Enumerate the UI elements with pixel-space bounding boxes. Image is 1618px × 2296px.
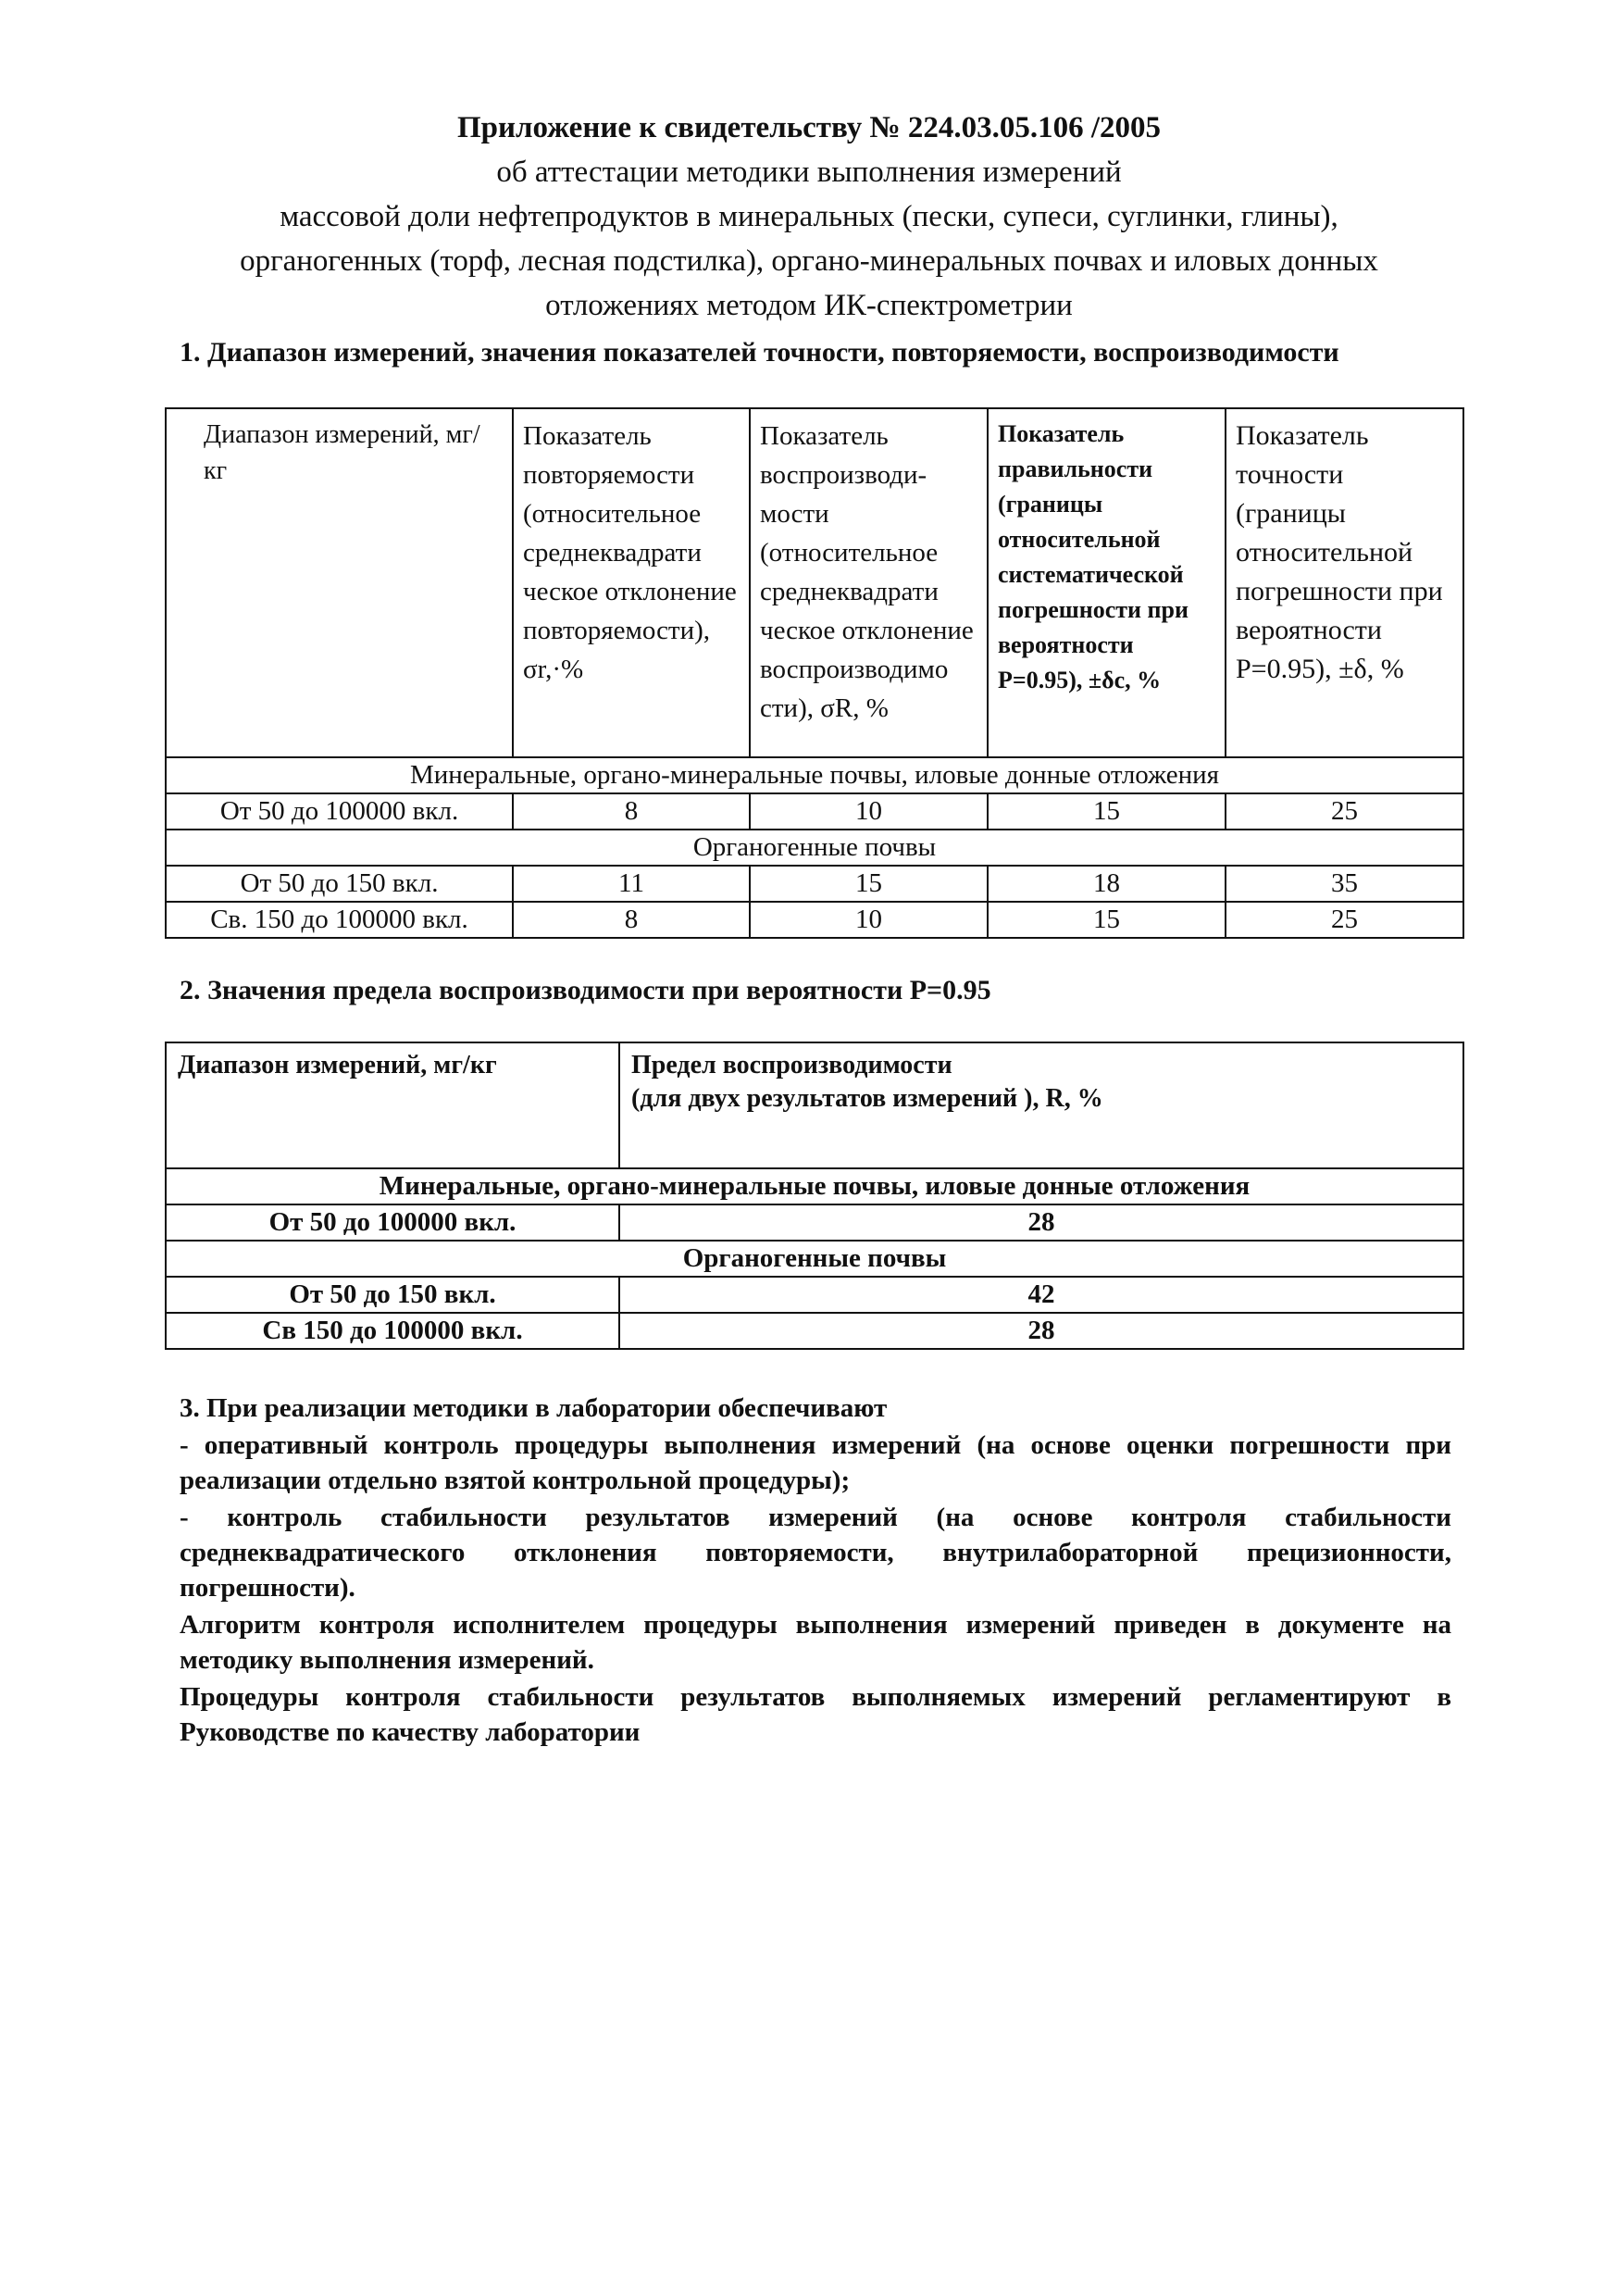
cell-repeatability: 8 <box>513 902 750 938</box>
reproducibility-limit-table <box>165 1042 1464 1350</box>
limit-header-line-2: (для двух результатов измерений ), R, % <box>631 1084 1103 1113</box>
limit-header-line-1: Предел воспроизводимости <box>631 1051 952 1079</box>
cell-range: От 50 до 100000 вкл. <box>166 793 513 830</box>
table-row <box>166 793 1463 830</box>
cell-trueness: 18 <box>988 866 1226 902</box>
cell-range: От 50 до 150 вкл. <box>166 1277 619 1313</box>
cell-repeatability: 11 <box>513 866 750 902</box>
column-header-accuracy-text: Показатель точности (границы относительной погрешности при вероятности P=0.95), ±δ, % <box>1236 420 1443 684</box>
section-3-paragraph-2: - контроль стабильности результатов измерений (на основе контроля стабильности среднеквадратического отклонения повторяемости, внутрилабораторной прецизионности, погрешности). <box>180 1503 1451 1603</box>
group-label-organogenic: Органогенные почвы <box>166 830 1463 866</box>
cell-range: От 50 до 150 вкл. <box>166 866 513 902</box>
cell-range: Св. 150 до 100000 вкл. <box>166 902 513 938</box>
group-label-mineral: Минеральные, органо-минеральные почвы, иловые донные отложения <box>166 1168 1463 1204</box>
cell-trueness: 15 <box>988 793 1226 830</box>
table-row <box>166 866 1463 902</box>
column-header-range <box>166 1042 619 1168</box>
header-line-5: отложениях методом ИК-спектрометрии <box>545 289 1073 322</box>
cell-range: От 50 до 100000 вкл. <box>166 1204 619 1241</box>
cell-limit: 28 <box>619 1204 1463 1241</box>
header-line-4: органогенных (торф, лесная подстилка), органо-минеральных почвах и иловых донных <box>240 244 1378 278</box>
table-row <box>166 1313 1463 1349</box>
column-header-range <box>166 408 513 757</box>
table-group-row <box>166 830 1463 866</box>
section-3-paragraph-1: - оперативный контроль процедуры выполнения измерений (на основе оценки погрешности при реализации отдельно взятой контрольной процедуры); <box>180 1430 1451 1495</box>
section-3-paragraph-4: Процедуры контроля стабильности результатов выполняемых измерений регламентируют в Руководстве по качеству лаборатории <box>180 1682 1451 1747</box>
table-header-row <box>166 1042 1463 1168</box>
cell-accuracy: 25 <box>1226 793 1463 830</box>
column-header-reproducibility-text: Показатель воспроизводи- мости (относительное среднеквадрати ческое отклонение воспроизводимо сти), σR, % <box>760 421 974 723</box>
column-header-repeatability-text: Показатель повторяемости (относительное среднеквадрати ческое отклонение повторяемости), σr,·% <box>523 421 737 684</box>
group-label-mineral: Минеральные, органо-минеральные почвы, иловые донные отложения <box>166 757 1463 793</box>
table-group-row <box>166 757 1463 793</box>
cell-repeatability: 8 <box>513 793 750 830</box>
cell-reproducibility: 15 <box>750 866 988 902</box>
cell-trueness: 15 <box>988 902 1226 938</box>
header-line-3: массовой доли нефтепродуктов в минеральных (пески, супеси, суглинки, глины), <box>280 200 1338 233</box>
cell-accuracy: 35 <box>1226 866 1463 902</box>
cell-range: Св 150 до 100000 вкл. <box>166 1313 619 1349</box>
column-header-range-text: Диапазон измерений, мг/кг <box>204 420 480 485</box>
cell-reproducibility: 10 <box>750 902 988 938</box>
column-header-repeatability <box>513 408 750 757</box>
section-3-title: 3. При реализации методики в лаборатории обеспечивают <box>180 1393 888 1423</box>
table-row <box>166 1277 1463 1313</box>
section-2-title: 2. Значения предела воспроизводимости при вероятности P=0.95 <box>180 975 991 1005</box>
column-header-limit-text <box>620 1043 1462 1121</box>
table-group-row <box>166 1241 1463 1277</box>
table-header-row <box>166 408 1463 757</box>
column-header-limit <box>619 1042 1463 1168</box>
cell-limit: 42 <box>619 1277 1463 1313</box>
section-3 <box>180 1391 1451 1752</box>
group-label-organogenic: Органогенные почвы <box>166 1241 1463 1277</box>
header-title: Приложение к свидетельству № 224.03.05.106 /2005 <box>456 111 1162 144</box>
cell-limit: 28 <box>619 1313 1463 1349</box>
cell-reproducibility: 10 <box>750 793 988 830</box>
column-header-range-text: Диапазон измерений, мг/кг <box>178 1051 497 1079</box>
table-row <box>166 1204 1463 1241</box>
column-header-reproducibility <box>750 408 988 757</box>
table-group-row <box>166 1168 1463 1204</box>
table-row <box>166 902 1463 938</box>
section-3-paragraph-3: Алгоритм контроля исполнителем процедуры выполнения измерений приведен в документе на методику выполнения измерений. <box>180 1610 1451 1675</box>
header-line-2: об аттестации методики выполнения измерений <box>496 156 1122 189</box>
section-1-title: 1. Диапазон измерений, значения показателей точности, повторяемости, воспроизводимости <box>180 337 1339 368</box>
cell-accuracy: 25 <box>1226 902 1463 938</box>
column-header-trueness <box>988 408 1226 757</box>
column-header-accuracy <box>1226 408 1463 757</box>
column-header-trueness-text: Показатель правильности (границы относительной систематической погрешности при вероятности P=0.95), ±δс, % <box>998 420 1189 693</box>
document-header <box>0 106 1618 328</box>
precision-table <box>165 407 1464 939</box>
